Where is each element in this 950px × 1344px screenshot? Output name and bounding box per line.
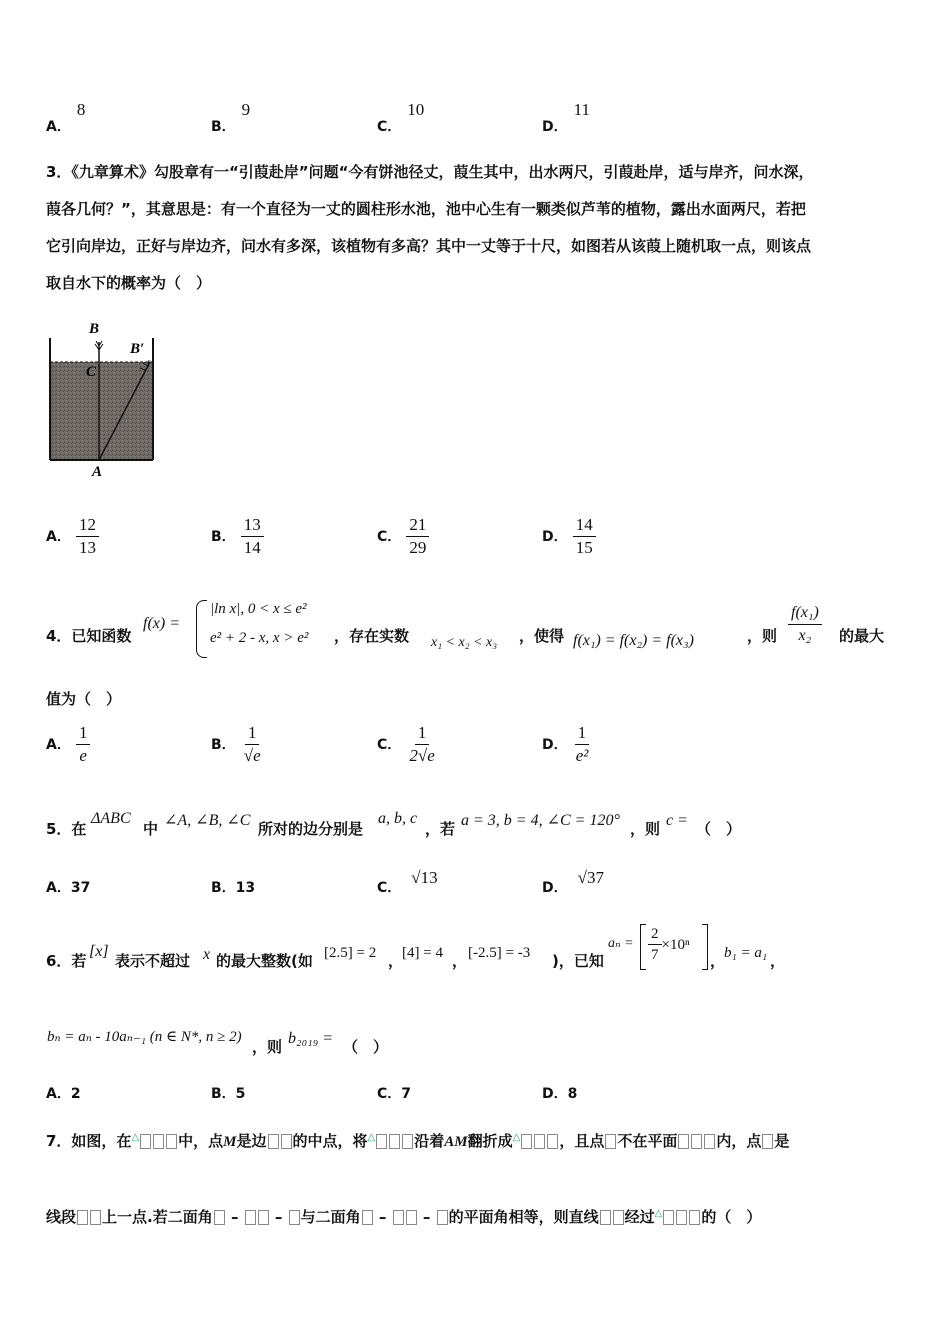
fraction: $\frac{1}{√e}$ [243,723,261,765]
missing-glyph-icon [605,1134,616,1149]
q3-option-a: A． $\frac{12}{13}$ [46,514,99,559]
q6-option-a: A．2 [46,1086,81,1102]
label-b: B [89,321,100,337]
q4-ratio: $\frac{\text{f(x₁)}}{\text{x₂}}$ [788,602,822,647]
q2-option-a: A．8 [46,100,86,135]
q6-option-d: D．8 [542,1086,578,1102]
missing-glyph-icon [77,1210,88,1225]
missing-glyph-icon [613,1210,624,1225]
missing-glyph-icon [389,1134,400,1149]
missing-glyph-icon [258,1210,269,1225]
triangle-icon: △ [654,1208,663,1219]
water-region [50,362,153,460]
missing-glyph-icon [600,1210,611,1225]
q6-option-c: C．7 [377,1086,412,1102]
triangle-icon: △ [512,1132,521,1143]
fraction: $\frac{1}{2√e}$ [409,723,435,765]
q5-option-c: C．√13 [377,868,438,896]
q4-option-b: B． $\frac{1}{√e}$ [211,722,264,767]
missing-glyph-icon [547,1134,558,1149]
triangle-icon: △ [131,1132,140,1143]
missing-glyph-icon [521,1134,532,1149]
q3-option-b: B． $\frac{13}{14}$ [211,514,264,559]
q3-pond-figure [44,318,164,480]
q4-option-a: A． $\frac{1}{e}$ [46,722,90,767]
missing-glyph-icon [362,1210,373,1225]
missing-glyph-icon [762,1134,773,1149]
q2-option-b: B．9 [211,100,251,135]
missing-glyph-icon [153,1134,164,1149]
piecewise-brace [196,600,207,658]
missing-glyph-icon [281,1134,292,1149]
missing-glyph-icon [437,1210,448,1225]
floor-bracket-left [640,924,646,970]
missing-glyph-icon [289,1210,300,1225]
q5-option-b: B．13 [211,880,256,896]
q4-option-c: C． $\frac{1}{2√e}$ [377,722,438,767]
missing-glyph-icon [663,1210,674,1225]
q6-option-b: B．5 [211,1086,246,1102]
missing-glyph-icon [534,1134,545,1149]
missing-glyph-icon [166,1134,177,1149]
missing-glyph-icon [689,1210,700,1225]
q5-option-d: D．√37 [542,868,604,896]
fraction: $\frac{1}{\text{e²}}$ [575,723,589,765]
missing-glyph-icon [704,1134,715,1149]
missing-glyph-icon [268,1134,279,1149]
missing-glyph-icon [376,1134,387,1149]
q3-option-d: D． $\frac{14}{15}$ [542,514,596,559]
missing-glyph-icon [676,1210,687,1225]
missing-glyph-icon [393,1210,404,1225]
missing-glyph-icon [245,1210,256,1225]
fraction: $\frac{1}{e}$ [76,722,91,767]
floor-bracket-right [702,924,708,970]
q3-option-c: C． $\frac{21}{29}$ [377,514,429,559]
missing-glyph-icon [214,1210,225,1225]
q5-option-a: A．37 [46,880,91,896]
label-b-prime: B′ [130,341,145,357]
label-a: A [92,464,103,480]
label-c: C [86,364,97,380]
missing-glyph-icon [140,1134,151,1149]
triangle-icon: △ [367,1132,376,1143]
fraction: $\frac{2}{7}$ [648,924,662,965]
missing-glyph-icon [402,1134,413,1149]
fraction: $\frac{14}{15}$ [573,514,596,559]
missing-glyph-icon [691,1134,702,1149]
q2-option-d: D．11 [542,100,590,135]
missing-glyph-icon [406,1210,417,1225]
fraction: $\frac{21}{29}$ [406,514,429,559]
q4-option-d: D． $\frac{1}{\text{e²}}$ [542,722,591,767]
missing-glyph-icon [678,1134,689,1149]
fraction: $\frac{12}{13}$ [76,514,99,559]
missing-glyph-icon [90,1210,101,1225]
fraction: $\frac{13}{14}$ [241,514,264,559]
q2-option-c: C．10 [377,100,425,135]
